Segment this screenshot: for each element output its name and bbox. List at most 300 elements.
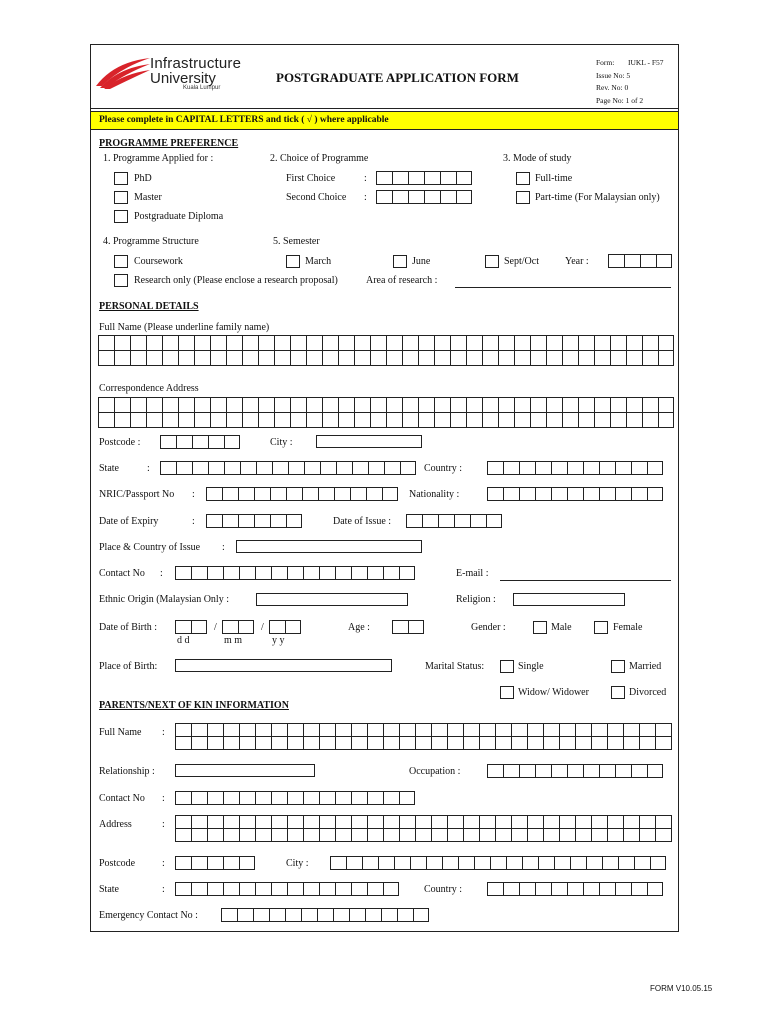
grid-cell[interactable]	[546, 397, 562, 412]
grid-cell[interactable]	[290, 397, 306, 412]
grid-cell[interactable]	[463, 723, 479, 736]
email-line[interactable]	[500, 580, 671, 581]
grid-cell[interactable]	[239, 736, 255, 749]
grid-cell[interactable]	[466, 397, 482, 412]
grid-cell[interactable]	[194, 412, 210, 427]
grid-cell[interactable]	[175, 815, 191, 828]
grid-cell[interactable]	[642, 350, 658, 365]
grid-cell[interactable]	[543, 815, 559, 828]
contact-no-boxes[interactable]	[175, 566, 415, 580]
kin-country-boxes[interactable]	[487, 882, 663, 896]
grid-cell[interactable]	[418, 397, 434, 412]
grid-cell[interactable]	[239, 723, 255, 736]
grid-cell[interactable]	[415, 815, 431, 828]
grid-cell[interactable]	[274, 397, 290, 412]
grid-cell[interactable]	[210, 412, 226, 427]
grid-cell[interactable]	[658, 397, 674, 412]
grid-cell[interactable]	[223, 828, 239, 841]
grid-cell[interactable]	[306, 335, 322, 350]
grid-cell[interactable]	[447, 828, 463, 841]
grid-cell[interactable]	[194, 335, 210, 350]
grid-cell[interactable]	[642, 397, 658, 412]
grid-cell[interactable]	[338, 335, 354, 350]
grid-cell[interactable]	[114, 335, 130, 350]
grid-cell[interactable]	[575, 828, 591, 841]
grid-cell[interactable]	[418, 412, 434, 427]
grid-cell[interactable]	[351, 815, 367, 828]
grid-cell[interactable]	[255, 736, 271, 749]
grid-cell[interactable]	[338, 350, 354, 365]
grid-cell[interactable]	[559, 815, 575, 828]
grid-cell[interactable]	[354, 335, 370, 350]
grid-cell[interactable]	[527, 723, 543, 736]
grid-cell[interactable]	[399, 815, 415, 828]
grid-cell[interactable]	[562, 350, 578, 365]
kin-emergency-boxes[interactable]	[221, 908, 429, 922]
grid-cell[interactable]	[367, 828, 383, 841]
research-only-checkbox[interactable]	[114, 274, 128, 287]
grid-cell[interactable]	[335, 828, 351, 841]
grid-cell[interactable]	[658, 412, 674, 427]
grid-cell[interactable]	[239, 828, 255, 841]
grid-cell[interactable]	[514, 397, 530, 412]
kin-relationship-field[interactable]	[175, 764, 315, 777]
age-boxes[interactable]	[392, 620, 424, 634]
kin-address-grid[interactable]	[175, 815, 672, 842]
sept-oct-checkbox[interactable]	[485, 255, 499, 268]
grid-cell[interactable]	[402, 335, 418, 350]
grid-cell[interactable]	[431, 736, 447, 749]
grid-cell[interactable]	[575, 736, 591, 749]
grid-cell[interactable]	[655, 723, 671, 736]
grid-cell[interactable]	[322, 335, 338, 350]
grid-cell[interactable]	[239, 815, 255, 828]
grid-cell[interactable]	[287, 736, 303, 749]
grid-cell[interactable]	[130, 397, 146, 412]
grid-cell[interactable]	[258, 350, 274, 365]
grid-cell[interactable]	[114, 412, 130, 427]
grid-cell[interactable]	[530, 350, 546, 365]
grid-cell[interactable]	[383, 736, 399, 749]
grid-cell[interactable]	[623, 723, 639, 736]
grid-cell[interactable]	[658, 350, 674, 365]
grid-cell[interactable]	[511, 736, 527, 749]
grid-cell[interactable]	[626, 397, 642, 412]
grid-cell[interactable]	[610, 397, 626, 412]
grid-cell[interactable]	[578, 397, 594, 412]
pg-diploma-checkbox[interactable]	[114, 210, 128, 223]
grid-cell[interactable]	[498, 350, 514, 365]
coursework-checkbox[interactable]	[114, 255, 128, 268]
grid-cell[interactable]	[322, 350, 338, 365]
ethnic-field[interactable]	[256, 593, 408, 606]
grid-cell[interactable]	[623, 828, 639, 841]
grid-cell[interactable]	[511, 828, 527, 841]
grid-cell[interactable]	[271, 828, 287, 841]
grid-cell[interactable]	[591, 815, 607, 828]
grid-cell[interactable]	[482, 397, 498, 412]
grid-cell[interactable]	[447, 815, 463, 828]
kin-address-cells[interactable]	[175, 815, 671, 841]
grid-cell[interactable]	[351, 828, 367, 841]
full-time-checkbox[interactable]	[516, 172, 530, 185]
grid-cell[interactable]	[546, 412, 562, 427]
grid-cell[interactable]	[130, 335, 146, 350]
grid-cell[interactable]	[415, 736, 431, 749]
grid-cell[interactable]	[431, 723, 447, 736]
grid-cell[interactable]	[530, 397, 546, 412]
grid-cell[interactable]	[130, 350, 146, 365]
grid-cell[interactable]	[191, 723, 207, 736]
grid-cell[interactable]	[162, 350, 178, 365]
grid-cell[interactable]	[303, 736, 319, 749]
grid-cell[interactable]	[274, 350, 290, 365]
grid-cell[interactable]	[450, 397, 466, 412]
grid-cell[interactable]	[591, 828, 607, 841]
grid-cell[interactable]	[514, 412, 530, 427]
grid-cell[interactable]	[175, 828, 191, 841]
male-checkbox[interactable]	[533, 621, 547, 634]
grid-cell[interactable]	[319, 723, 335, 736]
grid-cell[interactable]	[463, 815, 479, 828]
second-choice-boxes[interactable]	[376, 190, 472, 204]
grid-cell[interactable]	[274, 412, 290, 427]
grid-cell[interactable]	[578, 335, 594, 350]
grid-cell[interactable]	[162, 335, 178, 350]
part-time-checkbox[interactable]	[516, 191, 530, 204]
grid-cell[interactable]	[559, 828, 575, 841]
grid-cell[interactable]	[610, 350, 626, 365]
grid-cell[interactable]	[511, 723, 527, 736]
grid-cell[interactable]	[386, 397, 402, 412]
grid-cell[interactable]	[383, 723, 399, 736]
grid-cell[interactable]	[271, 736, 287, 749]
grid-cell[interactable]	[175, 723, 191, 736]
grid-cell[interactable]	[191, 736, 207, 749]
kin-postcode-boxes[interactable]	[175, 856, 255, 870]
grid-cell[interactable]	[319, 828, 335, 841]
grid-cell[interactable]	[335, 736, 351, 749]
grid-cell[interactable]	[543, 828, 559, 841]
grid-cell[interactable]	[258, 397, 274, 412]
grid-cell[interactable]	[271, 815, 287, 828]
kin-state-boxes[interactable]	[175, 882, 399, 896]
grid-cell[interactable]	[450, 335, 466, 350]
grid-cell[interactable]	[626, 350, 642, 365]
grid-cell[interactable]	[418, 335, 434, 350]
grid-cell[interactable]	[578, 350, 594, 365]
grid-cell[interactable]	[226, 335, 242, 350]
grid-cell[interactable]	[642, 412, 658, 427]
grid-cell[interactable]	[178, 335, 194, 350]
address-cells[interactable]	[98, 397, 674, 427]
grid-cell[interactable]	[594, 397, 610, 412]
grid-cell[interactable]	[287, 828, 303, 841]
grid-cell[interactable]	[287, 815, 303, 828]
grid-cell[interactable]	[98, 412, 114, 427]
grid-cell[interactable]	[610, 412, 626, 427]
kin-contact-boxes[interactable]	[175, 791, 415, 805]
grid-cell[interactable]	[562, 335, 578, 350]
grid-cell[interactable]	[306, 397, 322, 412]
year-boxes[interactable]	[608, 254, 672, 268]
grid-cell[interactable]	[639, 736, 655, 749]
grid-cell[interactable]	[290, 350, 306, 365]
grid-cell[interactable]	[290, 335, 306, 350]
grid-cell[interactable]	[527, 736, 543, 749]
dob-day-boxes[interactable]	[175, 620, 207, 634]
state-boxes[interactable]	[160, 461, 416, 475]
dob-year-boxes[interactable]	[269, 620, 301, 634]
first-choice-boxes[interactable]	[376, 171, 472, 185]
grid-cell[interactable]	[498, 397, 514, 412]
grid-cell[interactable]	[498, 412, 514, 427]
grid-cell[interactable]	[242, 350, 258, 365]
grid-cell[interactable]	[399, 723, 415, 736]
grid-cell[interactable]	[498, 335, 514, 350]
grid-cell[interactable]	[383, 828, 399, 841]
grid-cell[interactable]	[610, 335, 626, 350]
place-of-birth-field[interactable]	[175, 659, 392, 672]
grid-cell[interactable]	[562, 412, 578, 427]
grid-cell[interactable]	[431, 815, 447, 828]
grid-cell[interactable]	[242, 335, 258, 350]
grid-cell[interactable]	[530, 412, 546, 427]
grid-cell[interactable]	[626, 335, 642, 350]
grid-cell[interactable]	[130, 412, 146, 427]
grid-cell[interactable]	[591, 736, 607, 749]
grid-cell[interactable]	[482, 412, 498, 427]
grid-cell[interactable]	[175, 736, 191, 749]
grid-cell[interactable]	[639, 815, 655, 828]
country-boxes[interactable]	[487, 461, 663, 475]
grid-cell[interactable]	[335, 815, 351, 828]
grid-cell[interactable]	[255, 815, 271, 828]
grid-cell[interactable]	[495, 828, 511, 841]
grid-cell[interactable]	[194, 397, 210, 412]
grid-cell[interactable]	[207, 723, 223, 736]
grid-cell[interactable]	[210, 397, 226, 412]
grid-cell[interactable]	[226, 412, 242, 427]
area-of-research-line[interactable]	[455, 287, 671, 288]
grid-cell[interactable]	[98, 335, 114, 350]
grid-cell[interactable]	[639, 828, 655, 841]
grid-cell[interactable]	[146, 350, 162, 365]
grid-cell[interactable]	[546, 350, 562, 365]
grid-cell[interactable]	[162, 412, 178, 427]
grid-cell[interactable]	[655, 828, 671, 841]
grid-cell[interactable]	[98, 397, 114, 412]
grid-cell[interactable]	[607, 828, 623, 841]
grid-cell[interactable]	[399, 736, 415, 749]
grid-cell[interactable]	[514, 335, 530, 350]
grid-cell[interactable]	[255, 828, 271, 841]
grid-cell[interactable]	[495, 736, 511, 749]
grid-cell[interactable]	[415, 723, 431, 736]
grid-cell[interactable]	[527, 828, 543, 841]
grid-cell[interactable]	[559, 736, 575, 749]
grid-cell[interactable]	[431, 828, 447, 841]
grid-cell[interactable]	[351, 736, 367, 749]
grid-cell[interactable]	[386, 350, 402, 365]
grid-cell[interactable]	[338, 397, 354, 412]
grid-cell[interactable]	[418, 350, 434, 365]
master-checkbox[interactable]	[114, 191, 128, 204]
grid-cell[interactable]	[306, 412, 322, 427]
kin-occupation-boxes[interactable]	[487, 764, 663, 778]
grid-cell[interactable]	[178, 397, 194, 412]
grid-cell[interactable]	[370, 397, 386, 412]
grid-cell[interactable]	[578, 412, 594, 427]
grid-cell[interactable]	[434, 335, 450, 350]
religion-field[interactable]	[513, 593, 625, 606]
grid-cell[interactable]	[575, 723, 591, 736]
grid-cell[interactable]	[482, 350, 498, 365]
grid-cell[interactable]	[575, 815, 591, 828]
grid-cell[interactable]	[434, 397, 450, 412]
march-checkbox[interactable]	[286, 255, 300, 268]
grid-cell[interactable]	[402, 397, 418, 412]
grid-cell[interactable]	[399, 828, 415, 841]
grid-cell[interactable]	[559, 723, 575, 736]
june-checkbox[interactable]	[393, 255, 407, 268]
grid-cell[interactable]	[255, 723, 271, 736]
grid-cell[interactable]	[271, 723, 287, 736]
grid-cell[interactable]	[607, 723, 623, 736]
grid-cell[interactable]	[466, 335, 482, 350]
grid-cell[interactable]	[242, 397, 258, 412]
grid-cell[interactable]	[191, 828, 207, 841]
grid-cell[interactable]	[191, 815, 207, 828]
full-name-grid[interactable]	[98, 335, 674, 366]
grid-cell[interactable]	[495, 723, 511, 736]
grid-cell[interactable]	[303, 815, 319, 828]
grid-cell[interactable]	[447, 736, 463, 749]
grid-cell[interactable]	[178, 350, 194, 365]
grid-cell[interactable]	[306, 350, 322, 365]
grid-cell[interactable]	[479, 736, 495, 749]
grid-cell[interactable]	[623, 815, 639, 828]
single-checkbox[interactable]	[500, 660, 514, 673]
grid-cell[interactable]	[207, 815, 223, 828]
grid-cell[interactable]	[415, 828, 431, 841]
grid-cell[interactable]	[495, 815, 511, 828]
city-field[interactable]	[316, 435, 422, 448]
grid-cell[interactable]	[450, 412, 466, 427]
grid-cell[interactable]	[402, 350, 418, 365]
grid-cell[interactable]	[594, 350, 610, 365]
grid-cell[interactable]	[223, 723, 239, 736]
expiry-boxes[interactable]	[206, 514, 302, 528]
female-checkbox[interactable]	[594, 621, 608, 634]
kin-full-name-cells[interactable]	[175, 723, 671, 749]
grid-cell[interactable]	[178, 412, 194, 427]
grid-cell[interactable]	[335, 723, 351, 736]
grid-cell[interactable]	[479, 815, 495, 828]
grid-cell[interactable]	[354, 350, 370, 365]
grid-cell[interactable]	[511, 815, 527, 828]
grid-cell[interactable]	[114, 350, 130, 365]
grid-cell[interactable]	[194, 350, 210, 365]
grid-cell[interactable]	[242, 412, 258, 427]
kin-full-name-grid[interactable]	[175, 723, 672, 750]
grid-cell[interactable]	[338, 412, 354, 427]
nric-boxes[interactable]	[206, 487, 398, 501]
grid-cell[interactable]	[207, 736, 223, 749]
grid-cell[interactable]	[146, 335, 162, 350]
grid-cell[interactable]	[354, 412, 370, 427]
full-name-cells[interactable]	[98, 335, 674, 365]
widow-checkbox[interactable]	[500, 686, 514, 699]
grid-cell[interactable]	[370, 350, 386, 365]
grid-cell[interactable]	[642, 335, 658, 350]
grid-cell[interactable]	[623, 736, 639, 749]
grid-cell[interactable]	[402, 412, 418, 427]
address-grid[interactable]	[98, 397, 674, 428]
grid-cell[interactable]	[655, 736, 671, 749]
divorced-checkbox[interactable]	[611, 686, 625, 699]
grid-cell[interactable]	[434, 412, 450, 427]
grid-cell[interactable]	[594, 412, 610, 427]
phd-checkbox[interactable]	[114, 172, 128, 185]
grid-cell[interactable]	[434, 350, 450, 365]
grid-cell[interactable]	[226, 350, 242, 365]
grid-cell[interactable]	[367, 815, 383, 828]
grid-cell[interactable]	[162, 397, 178, 412]
grid-cell[interactable]	[530, 335, 546, 350]
grid-cell[interactable]	[386, 412, 402, 427]
grid-cell[interactable]	[207, 828, 223, 841]
grid-cell[interactable]	[114, 397, 130, 412]
grid-cell[interactable]	[258, 335, 274, 350]
grid-cell[interactable]	[463, 828, 479, 841]
grid-cell[interactable]	[527, 815, 543, 828]
grid-cell[interactable]	[639, 723, 655, 736]
grid-cell[interactable]	[607, 736, 623, 749]
grid-cell[interactable]	[223, 736, 239, 749]
grid-cell[interactable]	[319, 815, 335, 828]
grid-cell[interactable]	[98, 350, 114, 365]
grid-cell[interactable]	[210, 350, 226, 365]
grid-cell[interactable]	[546, 335, 562, 350]
grid-cell[interactable]	[322, 397, 338, 412]
grid-cell[interactable]	[514, 350, 530, 365]
nationality-boxes[interactable]	[487, 487, 663, 501]
grid-cell[interactable]	[591, 723, 607, 736]
married-checkbox[interactable]	[611, 660, 625, 673]
grid-cell[interactable]	[287, 723, 303, 736]
grid-cell[interactable]	[274, 335, 290, 350]
grid-cell[interactable]	[223, 815, 239, 828]
grid-cell[interactable]	[370, 335, 386, 350]
grid-cell[interactable]	[658, 335, 674, 350]
issue-date-boxes[interactable]	[406, 514, 502, 528]
grid-cell[interactable]	[210, 335, 226, 350]
grid-cell[interactable]	[303, 723, 319, 736]
grid-cell[interactable]	[290, 412, 306, 427]
grid-cell[interactable]	[543, 723, 559, 736]
grid-cell[interactable]	[607, 815, 623, 828]
grid-cell[interactable]	[626, 412, 642, 427]
grid-cell[interactable]	[463, 736, 479, 749]
grid-cell[interactable]	[386, 335, 402, 350]
grid-cell[interactable]	[655, 815, 671, 828]
grid-cell[interactable]	[562, 397, 578, 412]
postcode-boxes[interactable]	[160, 435, 240, 449]
grid-cell[interactable]	[354, 397, 370, 412]
dob-month-boxes[interactable]	[222, 620, 254, 634]
grid-cell[interactable]	[479, 723, 495, 736]
